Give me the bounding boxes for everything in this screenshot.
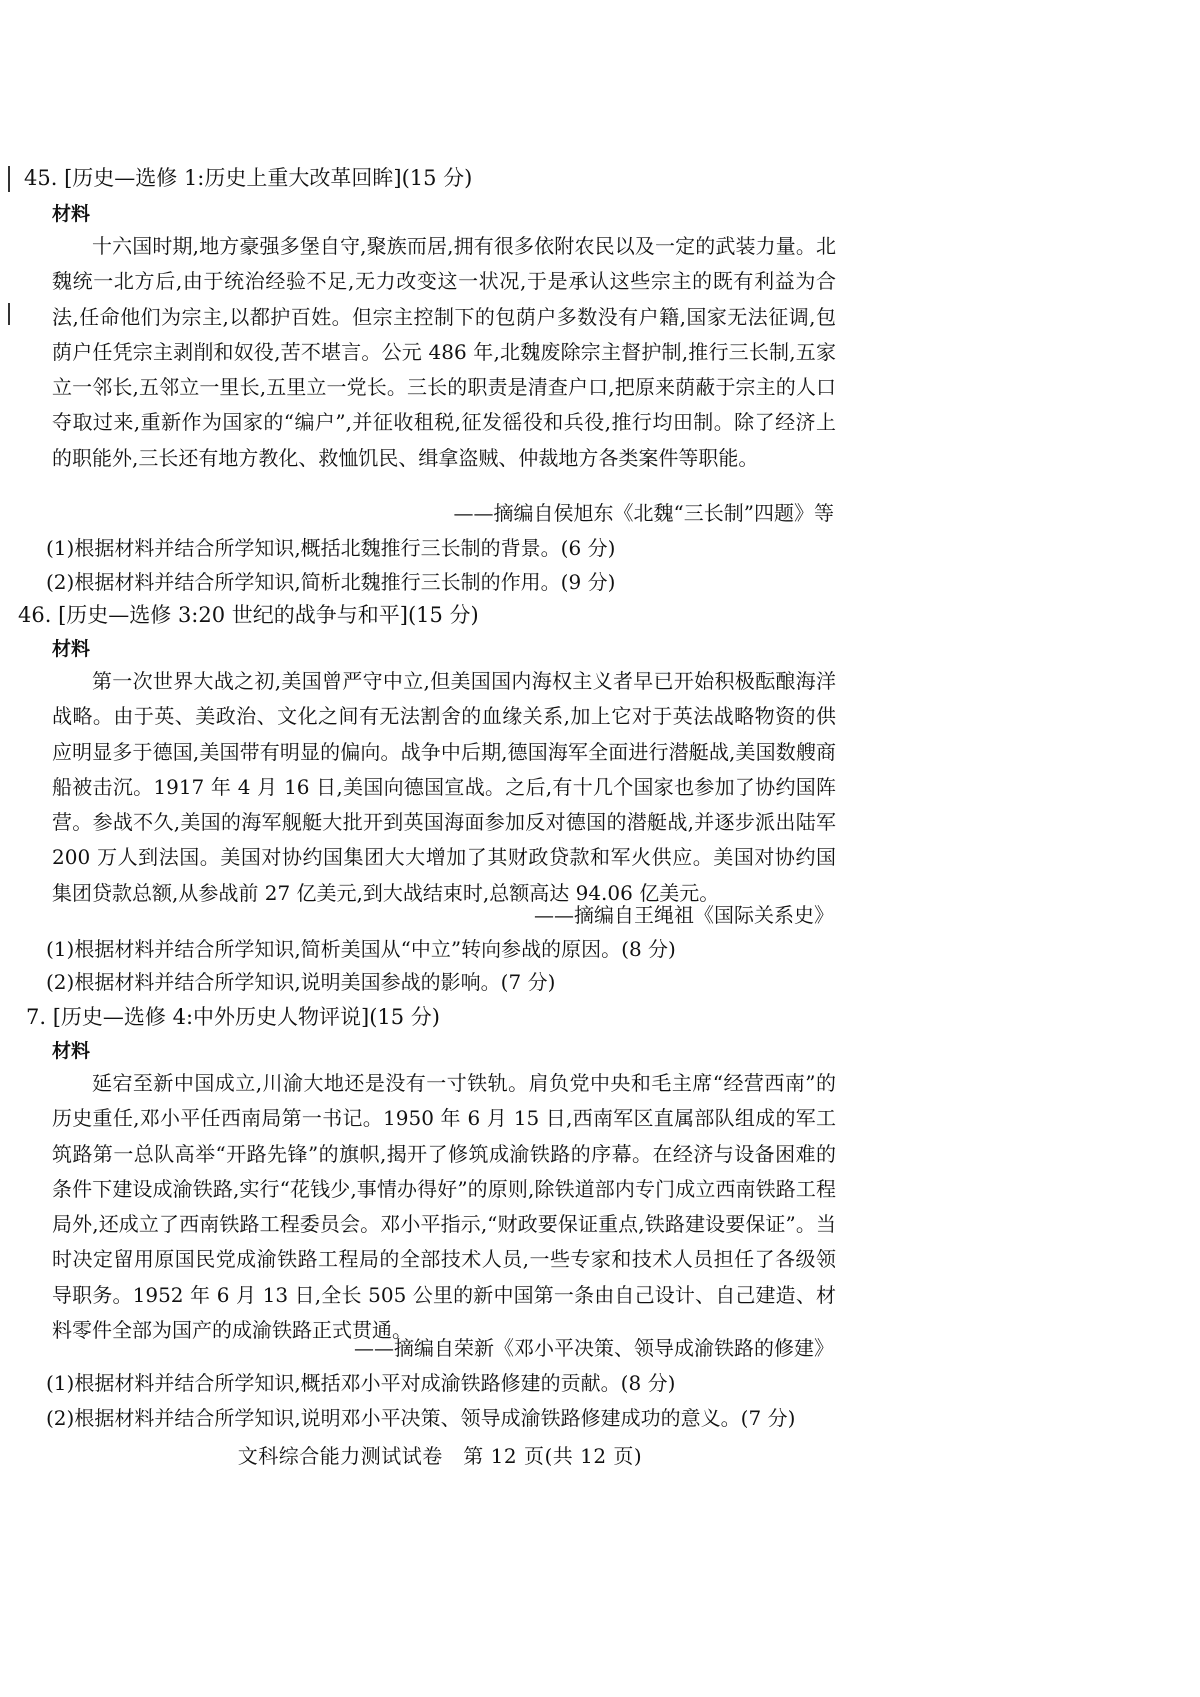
question-46-title: 46. [历史—选修 3:20 世纪的战争与和平](15 分) xyxy=(18,603,479,627)
question-46-sub2: (2)根据材料并结合所学知识,说明美国参战的影响。(7 分) xyxy=(46,970,556,994)
question-47-source: ——摘编自荣新《邓小平决策、领导成渝铁路的修建》 xyxy=(354,1336,834,1360)
margin-mark-middle xyxy=(8,303,10,325)
question-45-passage: 十六国时期,地方豪强多堡自守,聚族而居,拥有很多依附农民以及一定的武装力量。北魏统一北方后,由于统治经验不足,无力改变这一状况,于是承认这些宗主的既有利益为合法,任命他们为宗主,以都护百姓。但宗主控制下的包荫户多数没有户籍,国家无法征调,包荫户任凭宗主剥削和奴役,苦不堪言。公元 486 年,北魏废除宗主督护制,推行三长制,五家立一邻长,五邻立一里长,五里立一党长。三长的职责是清查户口,把原来荫蔽于宗主的人口夺取过来,重新作为国家的“编户”,并征收租税,征发徭役和兵役,推行均田制。除了经济上的职能外,三长还有地方教化、救恤饥民、缉拿盗贼、仲裁地方各类案件等职能。 xyxy=(52,234,836,470)
question-47-sub1: (1)根据材料并结合所学知识,概括邓小平对成渝铁路修建的贡献。(8 分) xyxy=(46,1371,676,1395)
question-46-passage: 第一次世界大战之初,美国曾严守中立,但美国国内海权主义者早已开始积极酝酿海洋战略。由于英、美政治、文化之间有无法割舍的血缘关系,加上它对于英法战略物资的供应明显多于德国,美国带有明显的偏向。战争中后期,德国海军全面进行潜艇战,美国数艘商船被击沉。1917 年 4 月 16 日,美国向德国宣战。之后,有十几个国家也参加了协约国阵营。参战不久,美国的海军舰艇大批开到英国海面参加反对德国的潜艇战,并逐步派出陆军 200 万人到法国。美国对协约国集团大大增加了其财政贷款和军火供应。美国对协约国集团贷款总额,从参战前 27 亿美元,到大战结束时,总额高达 94.06 亿美元。 xyxy=(52,669,836,905)
question-47-material-label: 材料 xyxy=(52,1040,91,1062)
question-45-sub2: (2)根据材料并结合所学知识,简析北魏推行三长制的作用。(9 分) xyxy=(46,570,616,594)
question-45-title: 45. [历史—选修 1:历史上重大改革回眸](15 分) xyxy=(24,166,473,190)
question-46-material-label: 材料 xyxy=(52,638,91,660)
question-46-source: ——摘编自王绳祖《国际关系史》 xyxy=(534,903,834,927)
question-47-title: 7. [历史—选修 4:中外历史人物评说](15 分) xyxy=(26,1005,440,1029)
margin-mark-top xyxy=(8,166,10,192)
question-45-material-label: 材料 xyxy=(52,203,91,225)
question-47-passage: 延宕至新中国成立,川渝大地还是没有一寸铁轨。肩负党中央和毛主席“经营西南”的历史重任,邓小平任西南局第一书记。1950 年 6 月 15 日,西南军区直属部队组成的军工筑路第一总队高举“开路先锋”的旗帜,揭开了修筑成渝铁路的序幕。在经济与设备困难的条件下建设成渝铁路,实行“花钱少,事情办得好”的原则,除铁道部内专门成立西南铁路工程局外,还成立了西南铁路工程委员会。邓小平指示,“财政要保证重点,铁路建设要保证”。当时决定留用原国民党成渝铁路工程局的全部技术人员,一些专家和技术人员担任了各级领导职务。1952 年 6 月 13 日,全长 505 公里的新中国第一条由自己设计、自己建造、材料零件全部为国产的成渝铁路正式贯通。 xyxy=(52,1071,836,1343)
page-footer: 文科综合能力测试试卷 第 12 页(共 12 页) xyxy=(237,1444,643,1468)
question-45-sub1: (1)根据材料并结合所学知识,概括北魏推行三长制的背景。(6 分) xyxy=(46,536,616,560)
question-45-source: ——摘编自侯旭东《北魏“三长制”四题》等 xyxy=(453,501,834,525)
question-46-sub1: (1)根据材料并结合所学知识,简析美国从“中立”转向参战的原因。(8 分) xyxy=(46,937,676,961)
question-47-sub2: (2)根据材料并结合所学知识,说明邓小平决策、领导成渝铁路修建成功的意义。(7 分) xyxy=(46,1406,796,1430)
